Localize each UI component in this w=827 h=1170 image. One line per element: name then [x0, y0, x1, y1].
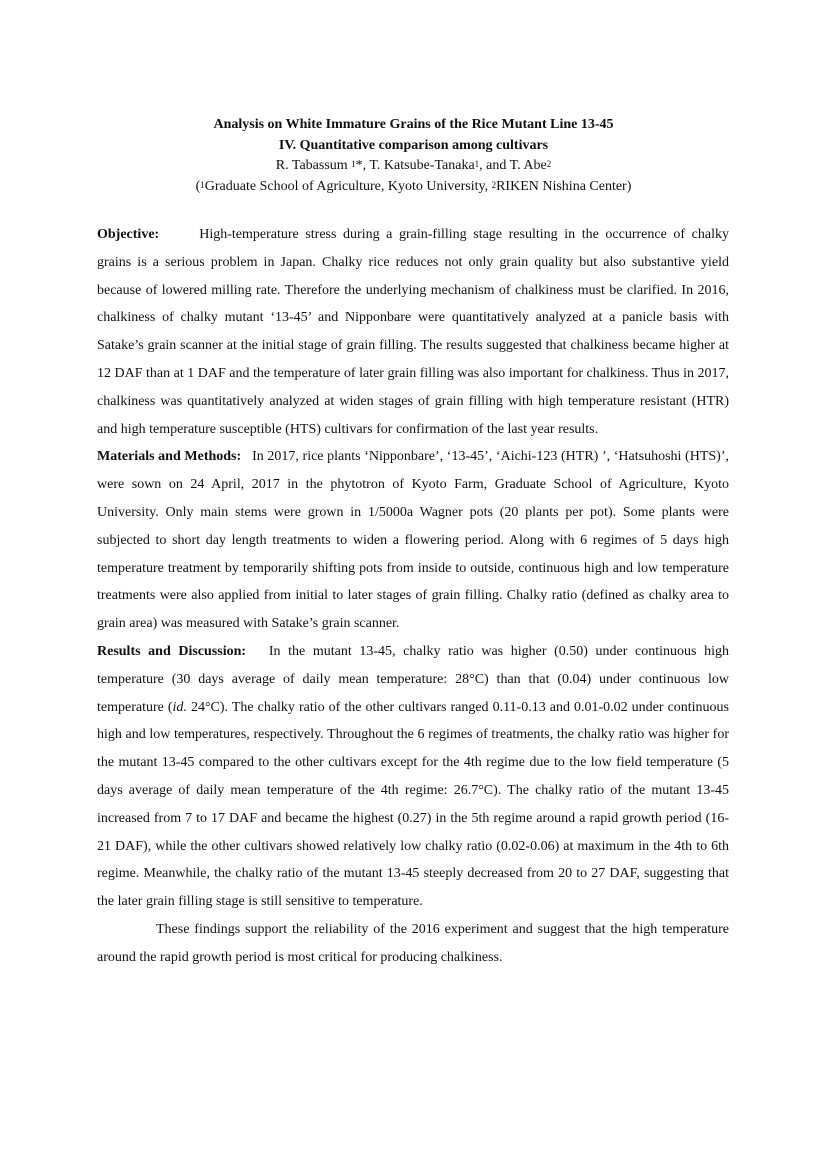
results-label: Results and Discussion: [97, 643, 247, 659]
objective-section [97, 221, 729, 443]
affiliation-ref: 1 [200, 179, 205, 190]
author-2: *, T. Katsube-Tanaka [355, 158, 475, 173]
affiliation-ref: 1 [351, 159, 356, 169]
affiliation-1: Graduate School of Agriculture, Kyoto University, [204, 178, 492, 194]
affiliation-ref: 2 [491, 179, 497, 190]
affiliation-2: RIKEN Nishina Center) [496, 178, 632, 194]
author-list [0, 156, 827, 177]
author-1: R. Tabassum [275, 158, 352, 173]
paper-body [97, 221, 729, 972]
conclusion-paragraph: These findings support the reliability of the 2016 experiment and suggest that the high temperature around the rapid growth period is most critical for producing chalkiness. [97, 921, 729, 965]
affiliation-ref: 2 [546, 159, 552, 169]
methods-section [97, 443, 729, 638]
affiliation-ref: 1 [474, 159, 480, 169]
results-section [97, 638, 729, 916]
methods-label: Materials and Methods: [97, 449, 242, 465]
paper-title: Analysis on White Immature Grains of the Rice Mutant Line 13-45 [213, 117, 614, 132]
affiliation-paren: ( [195, 178, 201, 194]
objective-text: High-temperature stress during a grain-filling stage resulting in the occurrence of chalky grains is a serious problem in Japan. Chalky rice reduces not only grain quality but also substantive yield because of lowered milling rate. Therefore the underlying mechanism of chalkiness must be clarified. In 2016, chalkiness of chalky mutant ‘13-45’ and Nipponbare were quantitatively analyzed at a panicle basis with Satake’s grain scanner at the initial stage of grain filling. The results suggested that chalkiness became higher at 12 DAF than at 1 DAF and the temperature of later grain filling was also important for chalkiness. Thus in 2017, chalkiness was quantitatively analyzed at widen stages of grain filling with high temperature resistant (HTR) and high temperature susceptible (HTS) cultivars for confirmation of the last year results. [97, 227, 729, 437]
objective-label: Objective: [97, 227, 160, 242]
results-text-cont: 24°C). The chalky ratio of the other cultivars ranged 0.11-0.13 and 0.01-0.02 under continuous high and low temperatures, respectively. Throughout the 6 regimes of treatments, the chalky ratio was higher for the mutant 13-45 compared to the other cultivars except for the 4th regime due to the low field temperature (5 days average of daily mean temperature of the 4th regime: 26.7°C). The chalky ratio of the mutant 13-45 increased from 7 to 17 DAF and became the highest (0.27) in the 5th regime around a rapid growth period (16-21 DAF), while the other cultivars showed relatively low chalky ratio (0.02-0.06) at maximum in the 4th to 6th regime. Meanwhile, the chalky ratio of the mutant 13-45 steeply decreased from 20 to 27 DAF, suggesting that the later grain filling stage is still sensitive to temperature. [97, 699, 730, 910]
affiliations [0, 177, 827, 198]
paper-subtitle: IV. Quantitative comparison among cultivars [278, 137, 549, 153]
results-italic: id. [172, 699, 187, 715]
results-text: In the mutant 13-45, chalky ratio was higher (0.50) under continuous high temperature (30 days average of daily mean temperature: 28°C) than that (0.04) under continuous low temperature ( [97, 643, 729, 715]
methods-text: In 2017, rice plants ‘Nipponbare’, ‘13-45’, ‘Aichi-123 (HTR) ’, ‘Hatsuhoshi (HTS)’, were sown on 24 April, 2017 in the phytotron of Kyoto Farm, Graduate School of Agriculture, Kyoto University. Only main stems were grown in 1/5000a Wagner pots (20 plants per pot). Some plants were subjected to short day length treatments to widen a flowering period. Along with 6 regimes of 5 days high temperature treatment by temporarily shifting pots from inside to outside, continuous high and low temperature treatments were also applied from initial to later stages of grain filling. Chalky ratio (defined as chalky area to grain area) was measured with Satake’s grain scanner. [97, 449, 729, 632]
paper-header [0, 115, 827, 197]
author-3: , and T. Abe [479, 158, 547, 173]
